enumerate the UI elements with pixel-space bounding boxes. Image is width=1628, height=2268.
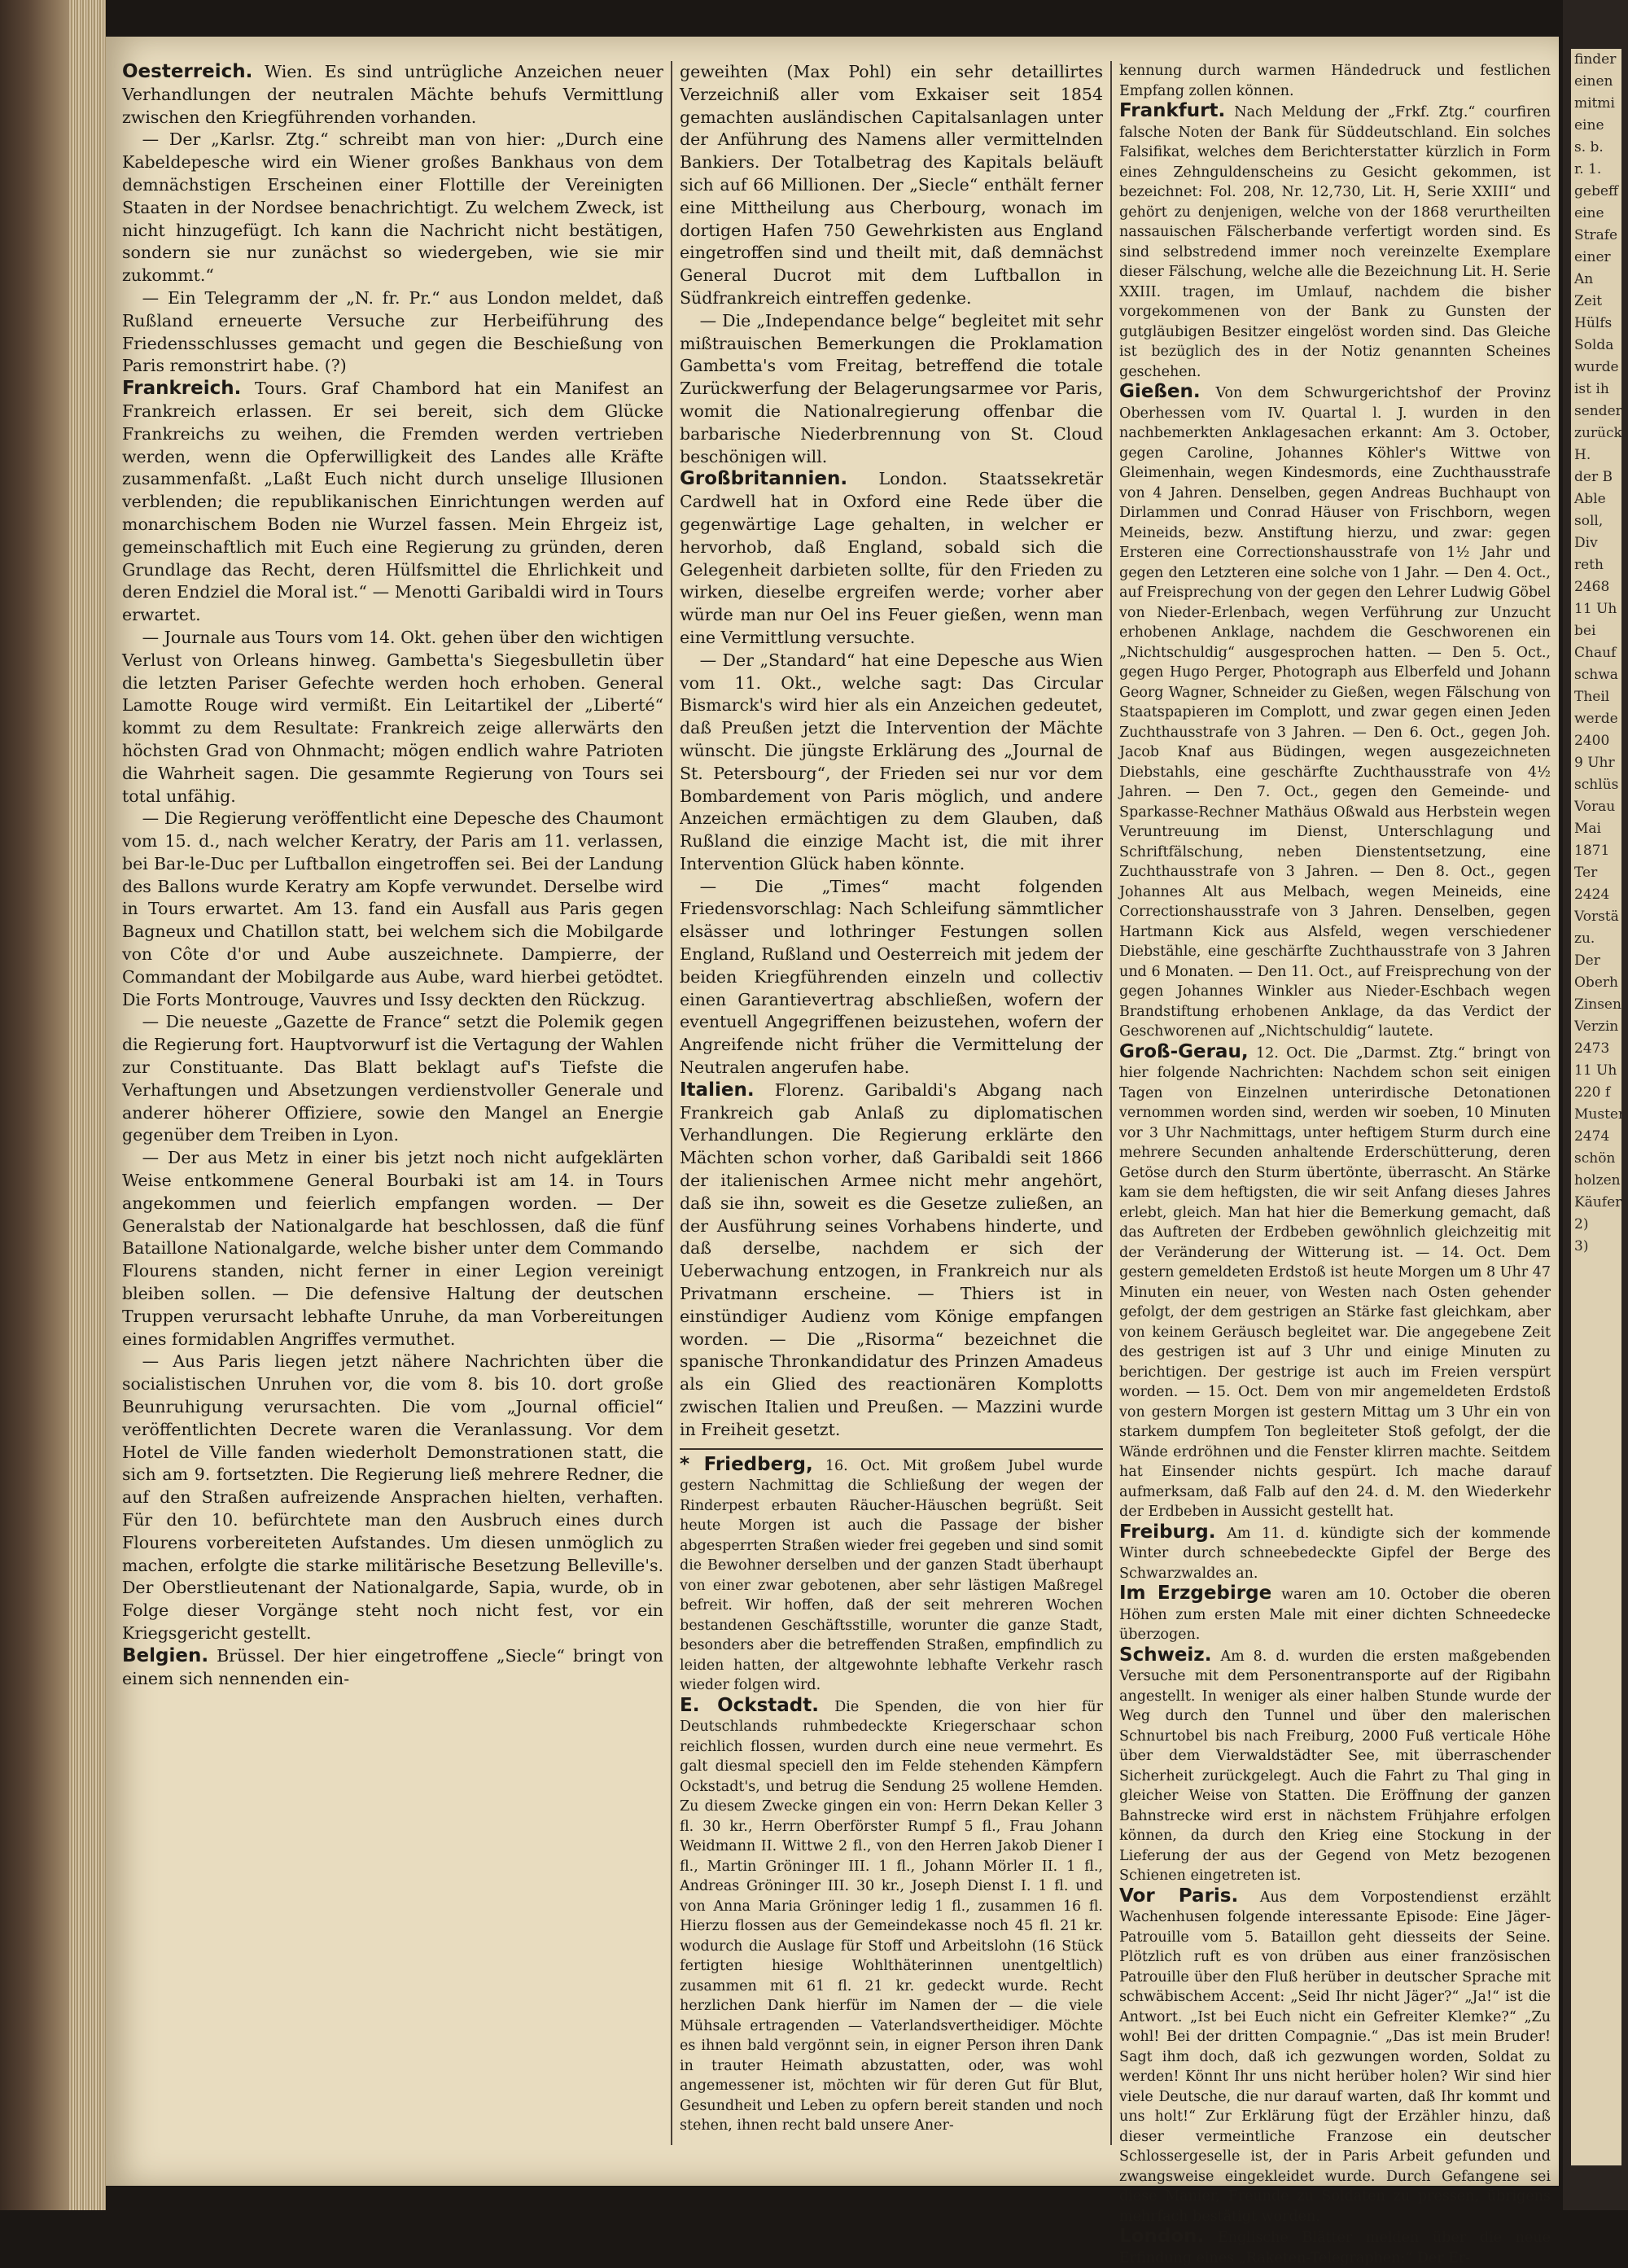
article-heading: Italien. bbox=[680, 1079, 755, 1101]
article-text: Englische Blätter melden über die neue Erfindung eines „Raketen-Telegraphen:“ Der Er- bbox=[1119, 2230, 1551, 2266]
next-page-fragment: sender bbox=[1574, 403, 1622, 419]
article-text: Tours. Graf Chambord hat ein Manifest an Frankreich erlassen. Er sei bereit, sich dem Glücke Frankreichs zu weihen, die Fremden werden vertrieben werden, wenn die Opferwilligkeit des Landes alle Kräfte zusammenfaßt. „Laßt Euch nicht durch unselige Illusionen verblenden; die republikanischen Einrichtungen werden auf monarchischem Boden nie Wurzel fassen. Mein Ehrgeiz ist, gemeinschaftlich mit Euch eine Regierung zu gründen, deren Grundlage das Recht, deren Hülfsmittel die Ehrlichkeit und deren Endziel die Moral ist.“ — Menotti Garibaldi wird in Tours erwartet. bbox=[122, 379, 663, 625]
next-page-fragment: Verzin bbox=[1574, 1018, 1619, 1035]
next-page-fragment: finder bbox=[1574, 51, 1617, 68]
article-text: 16. Oct. Mit großem Jubel wurde gestern Nachmittag die Schließung der wegen der Rinderpest erbauten Räucher-Häuschen begrüßt. Seit heute Morgen ist auch die Passage der bisher abgesperrten Straßen wieder frei gegeben und sind somit die Bewohner derselben und der ganzen Stadt überhaupt von einer zwar gebotenen, aber sehr lästigen Maßregel befreit. Wir hoffen, daß der seit mehreren Wochen bestandenen Geschäftsstille, worunter die ganze Stadt, besonders aber die betreffenden Straßen, empfindlich zu leiden hatten, der altgewohnte lebhafte Verkehr rasch wieder folgen wird. bbox=[680, 1457, 1104, 1694]
next-page-fragment: An bbox=[1574, 271, 1594, 287]
article-text: London. Staatssekretär Cardwell hat in Oxford eine Rede über die gegenwärtige Lage gehalten, in welcher er hervorhob, daß England, sobald sich die Gelegenheit darbieten sollte, für den Frieden zu wirken, dieselbe ergreifen werde; vorher aber würde man nur Oel ins Feuer gießen, wenn man eine Vermittlung versuchte. bbox=[680, 469, 1103, 647]
article-paragraph bbox=[1119, 101, 1551, 382]
article-paragraph bbox=[1119, 1042, 1551, 1522]
next-page-fragment: bei bbox=[1574, 623, 1596, 639]
article-text: Die Spenden, die von hier für Deutschlands ruhmbedeckte Kriegerschaar schon reichlich flossen, wurden durch eine neue vermehrt. Es galt diesmal speciell den im Felde stehenden Kämpfern Ockstadt's, und betrug die Sendung 25 wollene Hemden. Zu diesem Zwecke gingen ein von: Herrn Dekan Keller 3 fl. 30 kr., Herrn Oberförster Rumpf 5 fl., Frau Johann Weidmann II. Wittwe 2 fl., von den Herren Jakob Diener I fl., Martin Gröninger III. 1 fl., Johann Mörler II. 1 fl., Andreas Gröninger III. 30 kr., Joseph Dienst I. 1 fl. und von Anna Maria Gröninger ledig 1 fl., zusammen 16 fl. Hierzu flossen aus der Gemeindekasse noch 45 fl. 21 kr. wodurch die Auslage für Stoff und Arbeitslohn (16 Stück fertigten hiesige Wohlthäterinnen unentgeltlich) zusammen mit 61 fl. 21 kr. gedeckt wurde. Recht herzlichen Dank hierfür im Namen der — die viele Mühsale ertragenden — Vaterlandsvertheidiger. Möchte es ihnen bald vergönnt sein, in eigner Person ihren Dank in trauter Heimath abzustatten, oder, was wohl angemessener ist, möchten wir für deren Gut für Blut, Gesundheit und Leben zu opfern bereit standen und noch stehen, ihnen recht bald unsere Aner- bbox=[680, 1698, 1103, 2134]
book-binding bbox=[0, 0, 69, 2210]
article-paragraph bbox=[1119, 1583, 1551, 1645]
next-page-fragment: Oberh bbox=[1574, 974, 1618, 991]
next-page-fragment: Ter bbox=[1574, 865, 1598, 881]
article-heading: Vor Paris. bbox=[1119, 1885, 1239, 1907]
article-paragraph bbox=[122, 808, 663, 1011]
article-text: — Die „Times“ macht folgenden Friedensvorschlag: Nach Schleifung sämmtlicher elsässer und lothringer Festungen sollen England, Rußland und Oesterreich mit jedem der beiden Kriegführenden einzeln und collectiv einen Garantievertrag abschließen, wofern der eventuell Angegriffenen beizustehen, wofern der Angreifende nicht früher die Vermittelung der Neutralen angerufen habe. bbox=[680, 876, 1103, 1078]
next-page-fragment: eine bbox=[1574, 117, 1604, 134]
article-paragraph bbox=[680, 1079, 1103, 1442]
next-page-fragment: H. bbox=[1574, 447, 1591, 463]
article-text: Von dem Schwurgerichtshof der Provinz Oberhessen vom IV. Quartal l. J. wurden in den nachbemerkten Anklagesachen erkannt: Am 3. October, gegen Caroline, Johannes Köhler's Wittwe von Gleimenhain, wegen Kindesmords, eine Zuchthausstrafe von 4 Jahren. Denselben, gegen Andreas Buchhaupt von Dirlammen und Conrad Häuser von Frischborn, wegen Meineids, bezw. Anstiftung hierzu, und zwar: gegen Ersteren eine Correctionshausstrafe von 1½ Jahr und gegen den Letzteren eine solche von 1 Jahr. — Den 4. Oct., auf Freisprechung von der gegen den Lehrer Ludwig Göbel von Nieder-Erlenbach, wegen Verführung zur Unzucht erhobenen Anklage, nachdem die Geschworenen ein „Nichtschuldig“ ausgesprochen hatten. — Den 5. Oct., gegen Hugo Perger, Photograph aus Elberfeld und Johann Georg Wagner, Schneider zu Gießen, wegen Fälschung von Staatspapieren im Complott, und zwar gegen einen Jeden Zuchthausstrafe von 3 Jahren. — Den 6. Oct., gegen Joh. Jacob Knaf aus Büdingen, wegen ausgezeichneten Diebstahls, eine geschärfte Zuchthausstrafe von 4½ Jahren. — Den 7. Oct., gegen den Gemeinde- und Sparkasse-Rechner Mathäus Oßwald aus Herbstein wegen Veruntreuung im Dienst, Unterschlagung und Schriftfälschung, neben Dienstentsetzung, eine Zuchthausstrafe von 3 Jahren. — Den 8. Oct., gegen Johannes Alt aus Melbach, wegen Meineids, eine Correctionshausstrafe von 3 Jahren. Denselben, gegen Hartmann Kick aus Alsfeld, wegen verschiedener Diebstähle, eine geschärfte Zuchthausstrafe von 3 Jahren und 6 Monaten. — Den 11. Oct., auf Freisprechung von der gegen Johannes Winkler aus Nieder-Eschbach wegen Brandstiftung erhobenen Anklage, da das Verdict der Geschworenen auf „Nichtschuldig“ lautete. bbox=[1119, 385, 1551, 1040]
article-text: Florenz. Garibaldi's Abgang nach Frankreich gab Anlaß zu diplomatischen Verhandlungen. Die Regierung erklärte den Mächten schon vorher, daß Garibaldi seit 1866 der italienischen Armee nicht mehr angehört, daß sie ihn, soweit es die Gesetze zuließen, an der Ausführung seines Vorhabens hinderte, und daß derselbe, nachdem er sich der Ueberwachung entzogen, in Frankreich nur als Privatmann erscheine. — Thiers ist in einstündiger Audienz vom Könige empfangen worden. — Die „Risorma“ bezeichnet die spanische Thronkandidatur des Prinzen Amadeus als ein Glied des reactionären Komplotts zwischen Italien und Preußen. — Mazzini wurde in Freiheit gesetzt. bbox=[680, 1079, 1103, 1439]
article-paragraph bbox=[122, 61, 663, 129]
article-text: Wien. Es sind untrügliche Anzeichen neuer Verhandlungen der neutralen Mächte behufs Vermittlung zwischen den Kriegführenden vorhanden. bbox=[122, 62, 663, 127]
next-page-fragment: Div bbox=[1574, 535, 1598, 551]
next-page-fragment: 9 Uhr bbox=[1574, 755, 1615, 771]
article-paragraph bbox=[680, 61, 1103, 310]
column-rule bbox=[671, 61, 672, 2145]
next-page-fragment: 11 Uh bbox=[1574, 1062, 1617, 1079]
next-page-fragment: r. 1. bbox=[1574, 161, 1602, 177]
next-page-fragment: Vorau bbox=[1574, 799, 1616, 815]
next-page-fragment: zu. bbox=[1574, 930, 1595, 947]
column-rule bbox=[1110, 61, 1112, 2145]
article-paragraph bbox=[1119, 2226, 1551, 2268]
column-left bbox=[122, 61, 663, 2149]
article-paragraph bbox=[122, 287, 663, 378]
article-paragraph bbox=[1119, 61, 1551, 101]
next-page-fragment: Theil bbox=[1574, 689, 1610, 705]
article-text: Am 11. d. kündigte sich der kommende Winter durch schneebedeckte Gipfel der Berge des Schwarzwaldes an. bbox=[1119, 1525, 1551, 1582]
article-paragraph bbox=[122, 378, 663, 627]
next-page-fragment: 2) bbox=[1574, 1216, 1589, 1233]
next-page-fragment: Hülfs bbox=[1574, 315, 1613, 331]
next-page-fragment: Käufer bbox=[1574, 1194, 1622, 1211]
column-right bbox=[1119, 61, 1551, 2266]
article-paragraph bbox=[680, 310, 1103, 469]
article-text: Am 8. d. wurden die ersten maßgebenden Versuche mit dem Personentransporte auf der Rigibahn angestellt. In weniger als einer halben Stunde wurde der Weg durch den Tunnel und über den malerischen Schnurtobel bis nach Freiburg, 2000 Fuß verticale Höhe über dem Vierwaldstädter See, mit überraschender Sicherheit zurückgelegt. Auch die Fahrt zu Thal ging in gleicher Weise von Statten. Die Eröffnung der ganzen Bahnstrecke wird erst in nächstem Frühjahre erfolgen können, da durch den Krieg eine Stockung in der Lieferung der aus der Gegend von Metz bezogenen Schienen eingetreten ist. bbox=[1119, 1648, 1551, 1884]
article-text: — Journale aus Tours vom 14. Okt. gehen über den wichtigen Verlust von Orleans hinweg. Gambetta's Siegesbulletin über die letzten Pariser Gefechte werden hoch erhoben. General Lamotte Rouge wird vermißt. Ein Leitartikel der „Liberté“ kommt zu dem Resultate: Frankreich zeige allerwärts den höchsten Grad von Ohnmacht; mögen endlich wahre Patrioten die Wahrheit sagen. Die gesammte Regierung von Tours sei total unfähig. bbox=[122, 627, 663, 806]
article-paragraph bbox=[680, 1696, 1103, 2136]
next-page-fragment: Solda bbox=[1574, 337, 1614, 353]
article-text: waren am 10. October die oberen Höhen zum ersten Male mit einer dichten Schneedecke überzogen. bbox=[1119, 1587, 1551, 1643]
article-paragraph bbox=[680, 650, 1103, 876]
article-text: — Der aus Metz in einer bis jetzt noch nicht aufgeklärten Weise entkommene General Bourbaki ist am 14. in Tours angekommen und feierlich empfangen worden. — Der Generalstab der Nationalgarde hat beschlossen, daß die fünf Bataillone Nationalgarde, welche bisher unter dem Commando Flourens standen, nicht ferner in einer Legion vereinigt bleiben sollen. — Die defensive Haltung der deutschen Truppen verursacht lebhafte Unruhe, da man Vorbereitungen eines formidablen Angriffes vermuthet. bbox=[122, 1148, 663, 1349]
article-text: — Die Regierung veröffentlicht eine Depesche des Chaumont vom 15. d., nach welcher Keratry, der Paris am 11. verlassen, bei Bar-le-Duc per Luftballon eingetroffen sei. Bei der Landung des Ballons wurde Keratry am Kopfe verwundet. Derselbe wird in Tours erwartet. Am 13. fand ein Ausfall aus Paris gegen Bagneux und Chatillon statt, bei welchem sich die Mobilgarde von Côte d'or und Aube auszeichnete. Dampierre, der Commandant der Mobilgarde aus Aube, ward hierbei getödtet. Die Forts Montrouge, Vauvres und Issy deckten den Rückzug. bbox=[122, 808, 663, 1009]
next-page-fragment: Zinsen bbox=[1574, 996, 1621, 1013]
article-text: 12. Oct. Die „Darmst. Ztg.“ bringt von hier folgende Nachrichten: Nachdem schon seit einigen Tagen von Einzelnen unterirdische Detonationen vernommen worden sind, werden wir soeben, 10 Minuten vor 3 Uhr Nachmittags, unter heftigem Sturm durch eine mehrere Secunden anhaltende Erderschütterung, deren Getöse durch den Sturm übertönte, überrascht. An Stärke kam sie dem heftigsten, die wir seit Anfang dieses Jahres erlebt, gleich. Man hat hier die Bemerkung gemacht, daß das Auftreten der Erdbeben gewöhnlich gleichzeitig mit der Veränderung der Witterung ist. — 14. Oct. Dem gestern gemeldeten Erdstoß ist heute Morgen um 8 Uhr 47 Minuten ein neuer, von Westen nach Osten gehender gefolgt, der dem gestrigen an Stärke fast gleichkam, aber von keinem Geräusch begleitet war. Die angegebene Zeit des gestrigen ist auf 3 Uhr und einige Minuten zu berichtigen. Der gestrige ist auch im Freien verspürt worden. — 15. Oct. Dem von mir angemeldeten Erdstoß von gestern Morgen ist gestern Mittag um 3 Uhr ein von starkem dumpfem Ton begleiteter Stoß gefolgt, der die Wände erdröhnen und die Fenster klirren machte. Seitdem hat Einsender nichts gespürt. Ich mache darauf aufmerksam, daß Falb auf den 24. d. M. den Wiederkehr der Erdbeben in Aussicht gestellt hat. bbox=[1119, 1044, 1551, 1520]
next-page-fragment: Zeit bbox=[1574, 293, 1603, 309]
next-page-fragment: Der bbox=[1574, 952, 1600, 969]
next-page-fragment: 2468 bbox=[1574, 579, 1610, 595]
next-page-fragment: gebeff bbox=[1574, 183, 1618, 199]
article-paragraph bbox=[680, 876, 1103, 1079]
article-text: — Der „Standard“ hat eine Depesche aus Wien vom 11. Okt., welche sagt: Das Circular Bismarck's wird hier als ein Anzeichen gedeutet, daß Preußen jetzt die Intervention der Mächte wünscht. Die jüngste Erklärung des „Journal de St. Petersbourg“, der Frieden sei nur vor dem Bombardement von Paris möglich, und andere Anzeichen ermächtigen zu dem Glauben, daß Rußland die einzige Macht ist, die mit ihrer Intervention Glück haben könnte. bbox=[680, 650, 1103, 873]
next-page-fragment: 2424 bbox=[1574, 887, 1610, 903]
article-heading: Schweiz. bbox=[1119, 1644, 1212, 1666]
next-page-fragment: schwa bbox=[1574, 667, 1618, 683]
next-page-fragment: Strafe bbox=[1574, 227, 1618, 243]
article-heading: Freiburg. bbox=[1119, 1521, 1216, 1543]
article-heading: Gießen. bbox=[1119, 381, 1201, 402]
next-page-fragment: der B bbox=[1574, 469, 1613, 485]
article-heading: London. bbox=[1119, 2226, 1205, 2247]
next-page-fragment: eine bbox=[1574, 205, 1604, 221]
next-page-fragment: Vorstä bbox=[1574, 909, 1619, 925]
article-paragraph bbox=[122, 129, 663, 287]
next-page-fragment: soll, bbox=[1574, 513, 1604, 529]
next-page-fragment: Chauf bbox=[1574, 645, 1617, 661]
article-separator bbox=[680, 1448, 1103, 1450]
article-heading: E. Ockstadt. bbox=[680, 1694, 819, 1716]
next-page-fragment: holzen bbox=[1574, 1172, 1621, 1189]
next-page-fragment: ist ih bbox=[1574, 381, 1609, 397]
next-page-fragment: 2474 bbox=[1574, 1128, 1610, 1145]
article-heading: Belgien. bbox=[122, 1644, 209, 1666]
article-paragraph bbox=[680, 468, 1103, 649]
article-text: — Die neueste „Gazette de France“ setzt die Polemik gegen die Regierung fort. Hauptvorwurf ist die Vertagung der Wahlen zur Constituante. Das Blatt beklagt auf's Tiefste die Verhaftungen und Absetzungen verdienstvoller Generale und anderer höherer Offiziere, sowie den Mangel an Energie gegenüber dem Treiben in Lyon. bbox=[122, 1012, 663, 1145]
article-text: — Die „Independance belge“ begleitet mit sehr mißtrauischen Bemerkungen die Proklamation Gambetta's vom Freitag, betreffend die totale Zurückwerfung der Belagerungsarmee vor Paris, womit die Nationalregierung offenbar die barbarische Niederbrennung von St. Cloud beschönigen will. bbox=[680, 310, 1103, 466]
next-page-fragment: Mai bbox=[1574, 821, 1601, 837]
next-page-edge bbox=[1571, 49, 1626, 2165]
article-text: geweihten (Max Pohl) ein sehr detaillirtes Verzeichniß aller vom Exkaiser seit 1854 gemachten ausländischen Capitalsanlagen unter der Anführung des Namens aller vermittelnden Bankiers. Der Totalbetrag des Kapitals beläuft sich auf 66 Millionen. Der „Siecle“ enthält ferner eine Mittheilung aus Cherbourg, wonach im dortigen Hafen 750 Gewehrkisten aus England eingetroffen sind und theilt mit, daß demnächst General Ducrot mit dem Luftballon in Südfrankreich eintreffen gedenke. bbox=[680, 62, 1103, 308]
next-page-fragment: wurde bbox=[1574, 359, 1619, 375]
next-page-fragment: 1871 bbox=[1574, 843, 1610, 859]
article-paragraph bbox=[122, 1351, 663, 1644]
article-heading: Frankfurt. bbox=[1119, 100, 1226, 121]
article-heading: Im Erzgebirge bbox=[1119, 1583, 1272, 1604]
article-heading: * Friedberg, bbox=[680, 1453, 813, 1475]
article-text: — Der „Karlsr. Ztg.“ schreibt man von hier: „Durch eine Kabeldepesche wird ein Wiener großes Bankhaus von dem demnächstigen Erscheinen einer Flottille der Vereinigten Staaten in der Nordsee benachrichtigt. Zu welchem Zweck, ist nicht hinzugefügt. Ich kann die Nachricht nicht bestätigen, sondern sie nur zunächst so wiedergeben, wie sie mir zukommt.“ bbox=[122, 129, 663, 286]
article-paragraph bbox=[122, 627, 663, 808]
article-heading: Oesterreich. bbox=[122, 61, 253, 82]
article-text: — Aus Paris liegen jetzt nähere Nachrichten über die socialistischen Unruhen vor, die vom 8. bis 10. dort große Beunruhigung verursachten. Die vom „Journal officiel“ veröffentlichten Decrete waren die Veranlassung. Vor dem Hotel de Ville fanden wiederholt Demonstrationen statt, die sich am 9. fortsetzten. Die Regierung ließ mehrere Redner, die auf den Straßen aufreizende Ansprachen hielten, verhaften. Für den 10. befürchtete man den Ausbruch eines durch Flourens vorbereiteten Aufstandes. Um diesen unmöglich zu machen, erfolgte die starke militärische Besetzung Belleville's. Der Oberstlieutenant der Nationalgarde, Sapia, wurde, ob in Folge dieser Vorgänge steht noch nicht fest, vor ein Kriegsgericht gestellt. bbox=[122, 1351, 663, 1643]
article-text: Nach Meldung der „Frkf. Ztg.“ courfiren falsche Noten der Bank für Süddeutschland. Ein solches Falsifikat, welches dem Berichterstatter kürzlich in Form eines Zehnguldenscheins zu Gesicht gekommen, ist bezeichnet: Fol. 208, Nr. 12,730, Lit. H, Serie XXIII“ und gehört zu denjenigen, welche von der 1868 verurtheilten nassauischen Fälscherbande verfertigt worden sind. Es sind selbstredend immer noch vereinzelte Exemplare dieser Fälschung, welche alle die Bezeichnung Lit. H. Serie XXIII. tragen, im Umlauf, nachdem die bisher vorgekommenen von der Bank zu Gunsten der gutgläubigen Besitzer eingelöst worden sind. Das Gleiche ist bezüglich des in der Notiz genannten Scheines geschehen. bbox=[1119, 104, 1551, 380]
next-page-fragment: 11 Uh bbox=[1574, 601, 1617, 617]
next-page-fragment: mitmi bbox=[1574, 95, 1615, 112]
article-text: — Ein Telegramm der „N. fr. Pr.“ aus London meldet, daß Rußland erneuerte Versuche zur Herbeiführung des Friedensschlusses gemacht und gegen die Beschießung von Paris remonstrirt habe. (?) bbox=[122, 287, 663, 376]
next-page-fragment: einen bbox=[1574, 73, 1613, 90]
next-page-fragment: 220 f bbox=[1574, 1084, 1611, 1101]
next-page-fragment: s. b. bbox=[1574, 139, 1604, 155]
article-heading: Großbritannien. bbox=[680, 468, 848, 490]
next-page-fragment: werde bbox=[1574, 711, 1618, 727]
article-text: Brüssel. Der hier eingetroffene „Siecle“ bringt von einem sich nennenden ein- bbox=[122, 1645, 663, 1688]
article-text: Aus dem Vorpostendienst erzählt Wachenhusen folgende interessante Episode: Eine Jäger-Patrouille vom 5. Bataillon geht diesseits der Seine. Plötzlich ruft es von drüben aus einer französischen Patrouille über den Fluß herüber in deutscher Sprache mit schwäbischem Accent: „Seid Ihr nicht Jäger?“ „Ja!“ ist die Antwort. „Ist bei Euch nicht ein Gefreiter Klemke?“ „Zu wohl! Bei der dritten Compagnie.“ „Das ist mein Bruder! Sagt ihm doch, daß ich gezwungen worden, Soldat zu werden! Könnt Ihr uns nicht herüber holen? Wir sind hier viele Deutsche, die nur darauf warten, daß Ihr kommt und uns holt!“ Zur Erklärung fügt der Erzähler hinzu, daß dieser vermeintliche Franzose ein deutscher Schlossergeselle ist, der in Paris Arbeit gefunden und zwangsweise eingekleidet wurde. Durch Gefangene sei diese Manier, Freunde zu Soldaten zu pressen, übrigens mehrfach bestätigt worden. bbox=[1119, 1889, 1551, 2225]
article-paragraph bbox=[1119, 1645, 1551, 1886]
next-page-fragment: schlüs bbox=[1574, 777, 1619, 793]
next-page-fragment: schön bbox=[1574, 1150, 1616, 1167]
column-middle bbox=[680, 61, 1103, 2149]
next-page-fragment: zurück bbox=[1574, 425, 1622, 441]
article-paragraph bbox=[122, 1147, 663, 1351]
article-paragraph bbox=[680, 1455, 1103, 1696]
next-page-fragment: 3) bbox=[1574, 1238, 1589, 1254]
next-page-fragment: 2400 bbox=[1574, 733, 1610, 749]
article-heading: Groß-Gerau, bbox=[1119, 1040, 1249, 1062]
next-page-fragment: 2473 bbox=[1574, 1040, 1610, 1057]
article-text: kennung durch warmen Händedruck und festlichen Empfang zollen können. bbox=[1119, 63, 1551, 99]
article-paragraph bbox=[1119, 1886, 1551, 2227]
next-page-fragment: einer bbox=[1574, 249, 1611, 265]
next-page-fragment: Muster bbox=[1574, 1106, 1626, 1123]
page-edges bbox=[69, 0, 106, 2210]
article-paragraph bbox=[1119, 1522, 1551, 1584]
next-page-fragment: Able bbox=[1574, 491, 1606, 507]
article-paragraph bbox=[1119, 382, 1551, 1042]
article-paragraph bbox=[122, 1645, 663, 1691]
article-paragraph bbox=[122, 1011, 663, 1147]
article-heading: Frankreich. bbox=[122, 378, 242, 400]
next-page-fragment: reth bbox=[1574, 557, 1604, 573]
